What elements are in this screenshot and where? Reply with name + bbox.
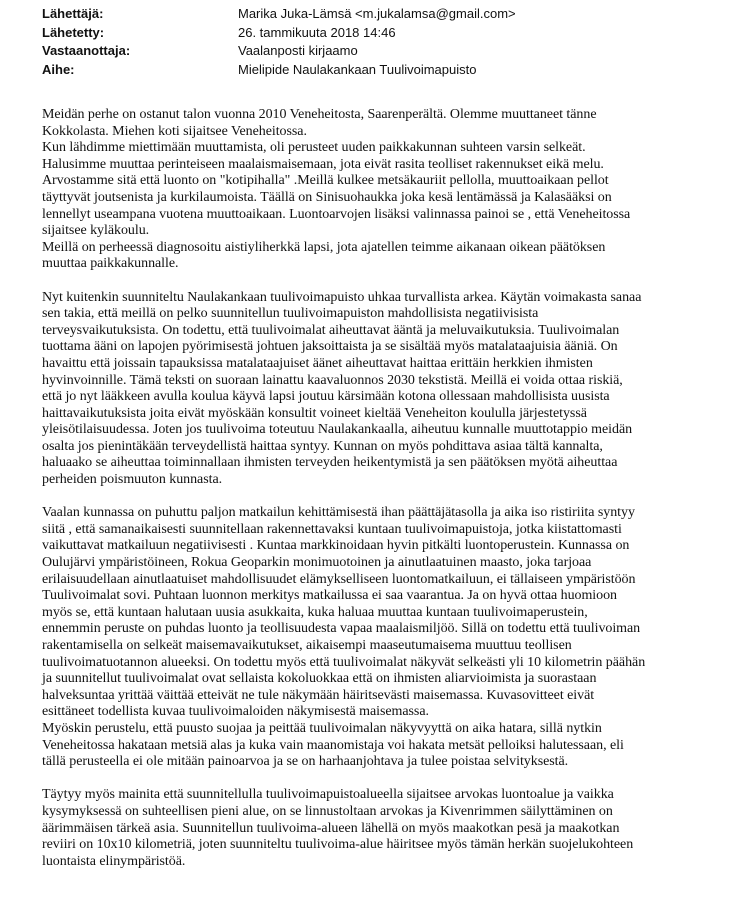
header-row-sent bbox=[42, 24, 722, 43]
body-line: lennellyt useampana vuotena muuttoaikaan. Luontoarvojen lisäksi valinnassa painoi se , että Veneheitossa bbox=[42, 206, 631, 222]
body-paragraph bbox=[42, 505, 727, 771]
body-line: ja suunnitellut tuulivoimalat ovat sellaista kokoluokkaa että on ihmisten aliarvioimista ja suorastaan bbox=[42, 671, 597, 687]
body-line: Meillä on perheessä diagnosoitu aistiyliherkkä lapsi, jota ajatellen teimme aikanaan oikean päätöksen bbox=[42, 239, 606, 255]
body-line: havaittu että joissain tapauksissa matalataajuiset äänet aiheuttavat haittaa erittäin herkkien ihmisten bbox=[42, 355, 593, 371]
email-header bbox=[42, 5, 722, 79]
sender-value: Marika Juka-Lämsä <m.jukalamsa@gmail.com> bbox=[238, 6, 516, 21]
body-line: vaikuttavat matkailuun negatiivisesti . Kuntaa markkinoidaan hyvin pitkälti luontoperustein. Kunnassa on bbox=[42, 538, 630, 554]
body-paragraph bbox=[42, 787, 727, 870]
body-line: Oulujärvi ympäristöineen, Rokua Geoparkin monimuotoinen ja ainutlaatuinen maasto, joka tarjoaa bbox=[42, 555, 592, 571]
body-line: muuttaa paikkakunnalle. bbox=[42, 256, 179, 272]
body-line: täyttyvät joutsenista ja kurkilaumoista. Täällä on Sinisuohaukka joka kesä lentämässä ja Kalasääksi on bbox=[42, 189, 612, 205]
recipient-label: Vastaanottaja: bbox=[42, 43, 131, 58]
body-line: hyvinvoinnille. Tämä teksti on suoraan lainattu kaavaluonnos 2030 tekstistä. Meillä ei voida ottaa riskiä, bbox=[42, 372, 623, 388]
body-line: perheiden poismuuton kunnasta. bbox=[42, 472, 223, 488]
body-line: haluaako se aiheuttaa toiminnallaan ihmisten terveyden heikentymistä ja sen päätöksen myötä aiheuttaa bbox=[42, 455, 618, 471]
body-line: Tuulivoimalat sovi. Puhtaan luonnon merkitys matkailussa ei saa vaarantua. Ja on hyvä ottaa huomioon bbox=[42, 588, 617, 604]
body-line: kysymyksessä on suhteellisen pieni alue, on se linnustoltaan arvokas ja Kivenrimmen säilyttäminen on bbox=[42, 803, 613, 819]
body-line: Täytyy myös mainita että suunnitellulla tuulivoimapuistoalueella sijaitsee arvokas luontoalue ja vaikka bbox=[42, 787, 614, 803]
header-row-sender bbox=[42, 5, 722, 24]
body-line: Kokkolasta. Miehen koti sijaitsee Veneheitossa. bbox=[42, 123, 307, 139]
subject-label: Aihe: bbox=[42, 61, 75, 77]
body-line: rakentamisella on selkeät maisemavaikutukset, aikaisempi maaseutumaisema muuttuu teollisen bbox=[42, 638, 572, 653]
email-body bbox=[42, 107, 727, 887]
body-line: tuulivoimatuotannon alueeksi. On todettu myös että tuulivoimalat näkyvät selkeästi yli 10 kilometrin päähän bbox=[42, 654, 646, 670]
body-line: Halusimme muuttaa perinteiseen maalaismaisemaan, jota eivät rasita teolliset rakennukset eikä melu. bbox=[42, 156, 604, 172]
body-line: luontaista elinympäristöä. bbox=[42, 853, 186, 869]
body-line: siitä , että samanaikaisesti suunnitellaan rakennettavaksi kuntaan tuulivoimapuistoja, jotka kiistattomasti bbox=[42, 521, 622, 537]
body-line: sijaitsee kyläkoulu. bbox=[42, 223, 150, 239]
recipient-value: Vaalanposti kirjaamo bbox=[238, 43, 358, 58]
body-line: halveksuntaa yrittää väittää etteivät ne tule näkymään häiritsevästi maisemassa. Kuvasovitteet eivät bbox=[42, 687, 595, 703]
sender-label: Lähettäjä: bbox=[42, 6, 104, 21]
body-paragraph bbox=[42, 290, 727, 489]
body-line: Kun lähdimme miettimään muuttamista, oli perusteet uuden paikkakunnan suhteen varsin selkeät. bbox=[42, 140, 586, 156]
header-row-subject bbox=[42, 61, 722, 80]
body-line: Meidän perhe on ostanut talon vuonna 2010 Veneheitosta, Saarenperältä. Olemme muuttaneet tänne bbox=[42, 107, 597, 122]
body-line: tuottama ääni on lapojen pyörimisestä johtuen jaksoittaista ja se sisältää myös matalataajuisia ääniä. On bbox=[42, 339, 618, 355]
body-line: myös se, että kuntaan halutaan uusia asukkaita, kuka haluaa muuttaa kuntaan tuulivoimaperustein, bbox=[42, 604, 588, 620]
body-line: reviiri on 10x10 kilometriä, joten suunniteltu tuulivoima-alue häiritsee myös tämän herkän suojelukohteen bbox=[42, 837, 634, 853]
body-paragraph bbox=[42, 107, 727, 273]
body-line: Veneheitossa hakataan metsiä alas ja kuka vain maanomistaja voi hakata metsät pelloiksi halutessaan, eli bbox=[42, 737, 624, 753]
body-line: Myöskin perustelu, että puusto suojaa ja peittää tuulivoimalan näkyvyyttä on aika hatara, sillä nytkin bbox=[42, 720, 602, 736]
body-line: Vaalan kunnassa on puhuttu paljon matkailun kehittämisestä ihan päättäjätasolla ja aika iso ristiriita syntyy bbox=[42, 505, 635, 521]
body-line: äärimmäisen tärkeä asia. Suunnitellun tuulivoima-alueen lähellä on myös maakotkan pesä ja maakotkan bbox=[42, 820, 620, 836]
subject-value: Mielipide Naulakankaan Tuulivoimapuisto bbox=[238, 61, 477, 77]
body-line: esittäneet todellista kuvaa tuulivoimaloiden näkymisestä maisemassa. bbox=[42, 704, 429, 720]
body-line: ennemmin peruste on puhdas luonto ja teollisuudesta vapaa maalaismiljöö. Sillä on todettu että tuulivoiman bbox=[42, 621, 641, 637]
body-line: terveysvaikutuksista. On todettu, että tuulivoimalat aiheuttavat ääntä ja meluvaikutuksia. Tuulivoimalan bbox=[42, 322, 620, 338]
body-line: Arvostamme sitä että luonto on "kotipihalla" .Meillä kulkee metsäkauriit pellolla, muuttoaikaan pellot bbox=[42, 173, 609, 189]
sent-label: Lähetetty: bbox=[42, 24, 105, 40]
body-line: sen takia, että meillä on pelko suunnitellun tuulivoimapuiston mahdollisista negatiivisista bbox=[42, 306, 539, 322]
header-row-recipient bbox=[42, 42, 722, 61]
body-line: osalta jos pienintäkään terveydellistä haittaa syntyy. Kunnan on myös pohdittava asiaa tältä kannalta, bbox=[42, 438, 603, 454]
sent-value: 26. tammikuuta 2018 14:46 bbox=[238, 24, 396, 40]
body-line: Nyt kuitenkin suunniteltu Naulakankaan tuulivoimapuisto uhkaa turvallista arkea. Käytän voimakasta sanaa bbox=[42, 289, 642, 305]
body-line: tällä perusteella ei ole mitään painoarvoa ja se on harhaanjohtava ja tulee poistaa selvityksestä. bbox=[42, 754, 569, 770]
body-line: erilaisuudellaan ainutlaatuiset mahdollisuudet elämykselliseen luontomatkailuun, ei tällaiseen ympäristöön bbox=[42, 571, 636, 587]
body-line: haittavaikutuksista joita eivät myöskään konsultit voineet kieltää Veneheiton koululla järjestetyssä bbox=[42, 405, 587, 421]
body-line: yleisötilaisuudessa. Joten jos tuulivoima toteutuu Naulakankaalla, aiheutuu kunnalle muuttotappio meidän bbox=[42, 422, 633, 438]
body-line: että jo nyt lääkkeen avulla koulua käyvä lapsi joutuu kärsimään kotona ollessaan mahdollisista uusista bbox=[42, 389, 610, 405]
